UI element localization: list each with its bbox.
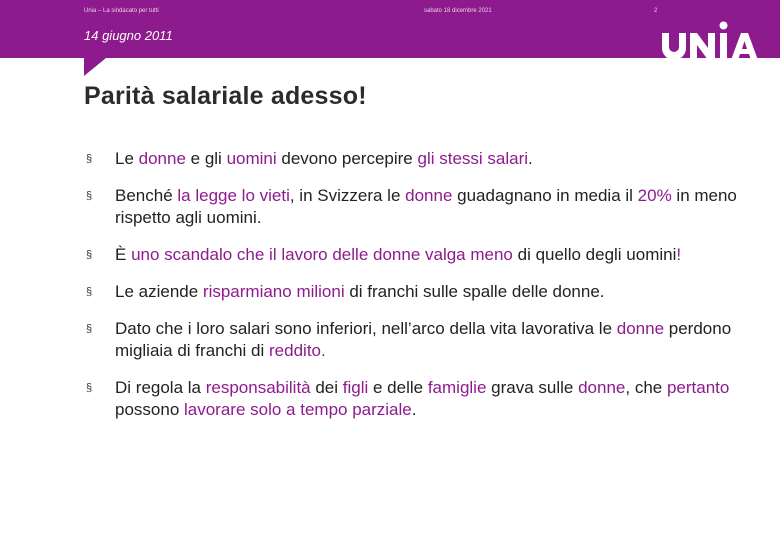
bullet-item — [84, 244, 764, 266]
highlighted-text: donne — [405, 186, 453, 205]
bullet-marker: § — [86, 249, 93, 261]
bullet-item — [84, 318, 764, 362]
highlighted-text: responsabilità — [205, 378, 311, 397]
highlighted-text: lavorare solo a tempo parziale — [184, 400, 412, 419]
highlighted-text: uno scandalo che il lavoro delle donne valga meno — [131, 245, 513, 264]
highlighted-text: reddito. — [269, 341, 326, 360]
bullet-text: e gli — [185, 149, 227, 168]
bullet-text: Benché — [115, 186, 178, 205]
bullet-text: , in Svizzera le — [289, 186, 406, 205]
highlighted-text: famiglie — [427, 378, 487, 397]
bullet-item — [84, 185, 764, 229]
bullet-item — [84, 377, 764, 421]
bullet-text: perdono migliaia di franchi di — [115, 319, 732, 360]
bullet-text: Le — [115, 149, 139, 168]
bullet-text: . — [528, 149, 533, 168]
highlighted-text: figli — [342, 378, 369, 397]
bullet-text: guadagnano in media il — [452, 186, 638, 205]
highlighted-text: risparmiano milioni — [202, 282, 345, 301]
highlighted-text: pertanto — [666, 378, 730, 397]
bullet-text: . — [411, 400, 417, 419]
bullet-marker: § — [86, 153, 93, 165]
bullet-marker: § — [86, 323, 93, 335]
bullet-text: È — [115, 245, 132, 264]
bullet-text: Di regola la — [115, 378, 206, 397]
bullet-marker: § — [86, 190, 93, 202]
banner-tail — [84, 58, 106, 76]
bullet-text: di franchi sulle spalle delle donne. — [344, 282, 605, 301]
highlighted-text: donne — [616, 319, 665, 338]
event-date: 14 giugno 2011 — [84, 28, 173, 43]
bullet-text: di quello degli uomini — [512, 245, 677, 264]
footer-organization: Unia – La sindacato per tutti — [84, 8, 159, 14]
highlighted-text: la legge lo vieti — [177, 186, 290, 205]
highlighted-text: donne — [578, 378, 626, 397]
bullet-text: , che — [625, 378, 667, 397]
bullet-marker: § — [86, 382, 93, 394]
highlighted-text: ! — [676, 245, 682, 264]
highlighted-text: uomini — [226, 149, 277, 168]
bullet-text: e delle — [368, 378, 428, 397]
unia-logo — [662, 21, 780, 61]
bullet-text: Le aziende — [115, 282, 203, 301]
bullet-marker: § — [86, 286, 93, 298]
highlighted-text: 20% — [637, 186, 672, 205]
slide-title: Parità salariale adesso! — [84, 82, 367, 110]
bullet-text: dei — [310, 378, 343, 397]
bullet-text: Dato che i loro salari sono inferiori, nell’arco della vita lavorativa le — [115, 319, 617, 338]
bullet-list — [84, 148, 764, 421]
bullet-text: grava sulle — [486, 378, 579, 397]
highlighted-text: gli stessi salari — [417, 149, 529, 168]
bullet-item — [84, 281, 764, 303]
bullet-text: in meno rispetto agli uomini. — [115, 186, 737, 227]
slide-number: 2 — [654, 8, 658, 14]
highlighted-text: donne — [138, 149, 186, 168]
slide-date-stamp: sabato 18 dicembre 2021 — [424, 8, 492, 14]
bullet-text: possono — [115, 400, 184, 419]
bullet-text: devono percepire — [276, 149, 418, 168]
bullet-item — [84, 148, 764, 170]
